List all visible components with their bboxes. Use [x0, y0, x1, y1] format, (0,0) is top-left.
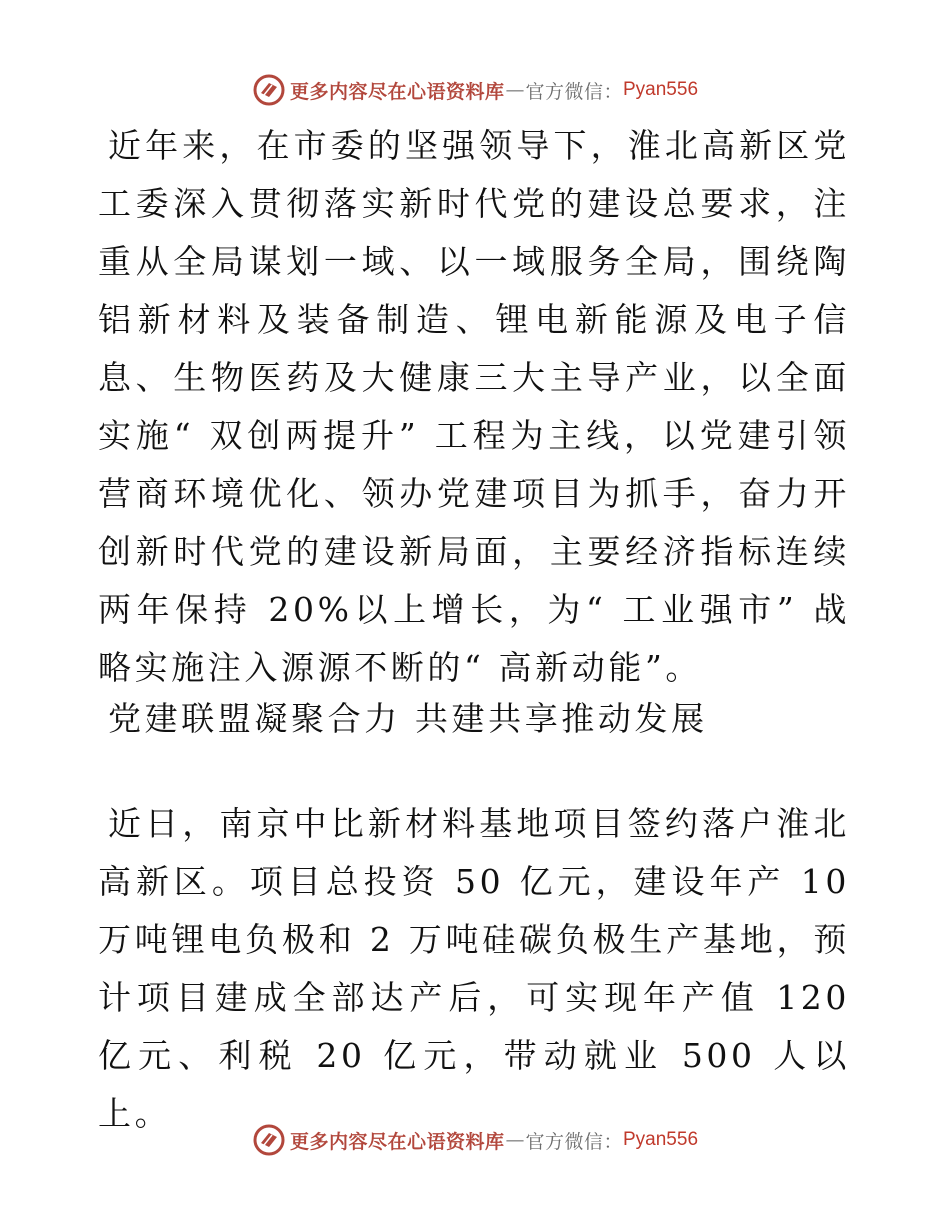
watermark-official-label: 官方微信：	[525, 1130, 623, 1153]
paragraph-intro: 近年来，在市委的坚强领导下，淮北高新区党工委深入贯彻落实新时代党的建设总要求，注重从全局谋划一域、以一域服务全局，围绕陶铝新材料及装备制造、锂电新能源及电子信息、生物医药及大健康三大主导产业，以全面实施“ 双创两提升” 工程为主线，以党建引领营商环境优化、领办党建项目为抓手，奋力开创新时代党的建设新局面，主要经济指标连续两年保持 20%以上增长，为“ 工业强市” 战略实施注入源源不断的“ 高新动能”。	[98, 126, 850, 687]
watermark-brand-text: 更多内容尽在心语资料库	[289, 1130, 505, 1153]
paragraph-project: 近日，南京中比新材料基地项目签约落户淮北高新区。项目总投资 50 亿元，建设年产 10 万吨锂电负极和 2 万吨硅碳负极生产基地，预计项目建成全部达产后，可实现年产值 120 亿元、利税 20 亿元，带动就业 500 人以上。	[98, 804, 850, 1133]
footer-watermark	[0, 1120, 950, 1160]
red-book-logo-icon	[252, 73, 286, 107]
watermark-wechat-id: Pyan556	[623, 79, 699, 100]
watermark-dash: —	[505, 1129, 525, 1151]
watermark-wechat-id: Pyan556	[623, 1129, 699, 1150]
watermark-official-label: 官方微信：	[525, 80, 623, 103]
watermark-brand-text: 更多内容尽在心语资料库	[289, 80, 505, 103]
watermark-dash: —	[505, 79, 525, 101]
header-watermark	[0, 70, 950, 110]
section-heading: 党建联盟凝聚合力 共建共享推动发展	[108, 699, 708, 738]
red-book-logo-icon	[252, 1123, 286, 1157]
